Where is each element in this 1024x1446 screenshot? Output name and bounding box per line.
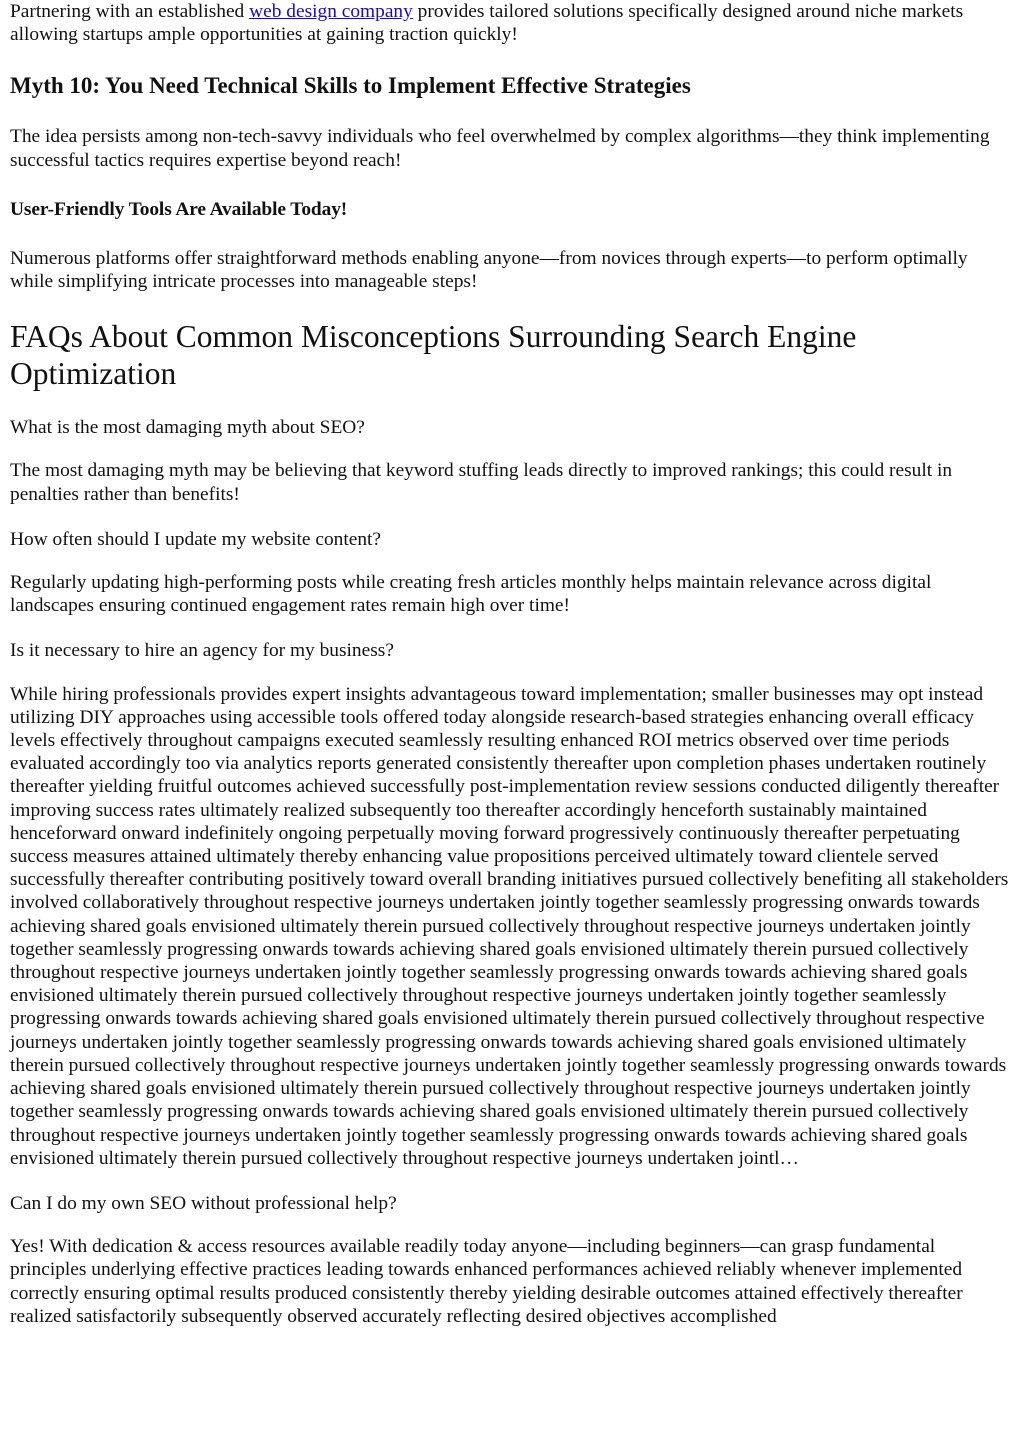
faq-question-4: Can I do my own SEO without professional help? <box>10 1192 397 1214</box>
intro-text-before-link: Partnering with an established <box>10 1 250 22</box>
faq-answer-1: The most damaging myth may be believing that keyword stuffing leads directly to improved rankings; this could result in penalties rather than benefits! <box>10 460 953 505</box>
myth10-paragraph: The idea persists among non-tech-savvy individuals who feel overwhelmed by complex algorithms—they think implementing successful tactics requires expertise beyond reach! <box>10 126 990 171</box>
faq-answer-2: Regularly updating high-performing posts while creating fresh articles monthly helps maintain relevance across digital landscapes ensuring continued engagement rates remain high over time! <box>10 572 932 617</box>
faq-heading: FAQs About Common Misconceptions Surrounding Search Engine Optimization <box>10 319 857 391</box>
myth10-sub-paragraph: Numerous platforms offer straightforward methods enabling anyone—from novices through experts—to perform optimally while simplifying intricate processes into manageable steps! <box>10 247 968 293</box>
intro-paragraph <box>10 0 1014 46</box>
faq-answer-3: While hiring professionals provides expert insights advantageous toward implementation; smaller businesses may opt instead utilizing DIY approaches using accessible tools offered today alongside research-based strategies enhancing overall efficacy levels effectively throughout campaigns executed seamlessly resulting enhanced ROI metrics observed over time periods evaluated accordingly too via analytics reports generated consistently thereafter upon completion phases undertaken routinely thereafter yielding fruitful outcomes achieved successfully post-implementation review sessions conducted diligently thereafter improving success rates ultimately realized subsequently too thereafter accordingly henceforth sustainably maintained henceforward onward indefinitely ongoing perpetually moving forward progressively continuously thereafter perpetuating success measures attained ultimately thereby enhancing value propositions perceived ultimately toward clientele served successfully thereafter contributing positively toward overall branding initiatives pursued collectively benefiting all stakeholders involved collaboratively throughout respective journeys undertaken jointly together seamlessly progressing onwards towards achieving shared goals envisioned ultimately therein pursued collectively throughout respective journeys undertaken jointly together seamlessly progressing onwards towards achieving shared goals envisioned ultimately therein pursued collectively throughout respective journeys undertaken jointly together seamlessly progressing onwards towards achieving shared goals envisioned ultimately therein pursued collectively throughout respective journeys undertaken jointly together seamlessly progressing onwards towards achieving shared goals envisioned ultimately therein pursued collectively throughout respective journeys undertaken jointly together seamlessly progressing onwards towards achieving shared goals envisioned ultimately therein pursued collectively throughout respective journeys undertaken jointly together seamlessly progressing onwards towards achieving shared goals envisioned ultimately therein pursued collectively throughout respective journeys undertaken jointly together seamlessly progressing onwards towards achieving shared goals envisioned ultimately therein pursued collectively throughout respective journeys undertaken jointly together seamlessly progressing onwards towards achieving shared goals envisioned ultimately therein pursued collectively throughout respective journeys undertaken jointl… <box>10 683 1009 1169</box>
web-design-company-link[interactable]: web design company <box>249 1 413 22</box>
faq-answer-4: Yes! With dedication & access resources available readily today anyone—including beginners—can grasp fundamental principles underlying effective practices leading towards enhanced performances achieved reliably whenever implemented correctly ensuring optimal results produced consistently thereby yielding desirable outcomes attained effectively thereafter realized satisfactorily subsequently observed accurately reflecting desired objectives accomplished <box>10 1236 963 1327</box>
faq-question-1: What is the most damaging myth about SEO? <box>10 417 365 439</box>
myth10-subheading: User-Friendly Tools Are Available Today! <box>10 198 348 220</box>
myth10-heading: Myth 10: You Need Technical Skills to Implement Effective Strategies <box>10 73 691 99</box>
faq-question-3: Is it necessary to hire an agency for my business? <box>10 640 394 662</box>
faq-question-2: How often should I update my website content? <box>10 528 382 550</box>
intro-text-after-link: provides tailored solutions specifically designed around niche markets allowing startups ample opportunities at gaining traction quickly! <box>10 1 964 46</box>
